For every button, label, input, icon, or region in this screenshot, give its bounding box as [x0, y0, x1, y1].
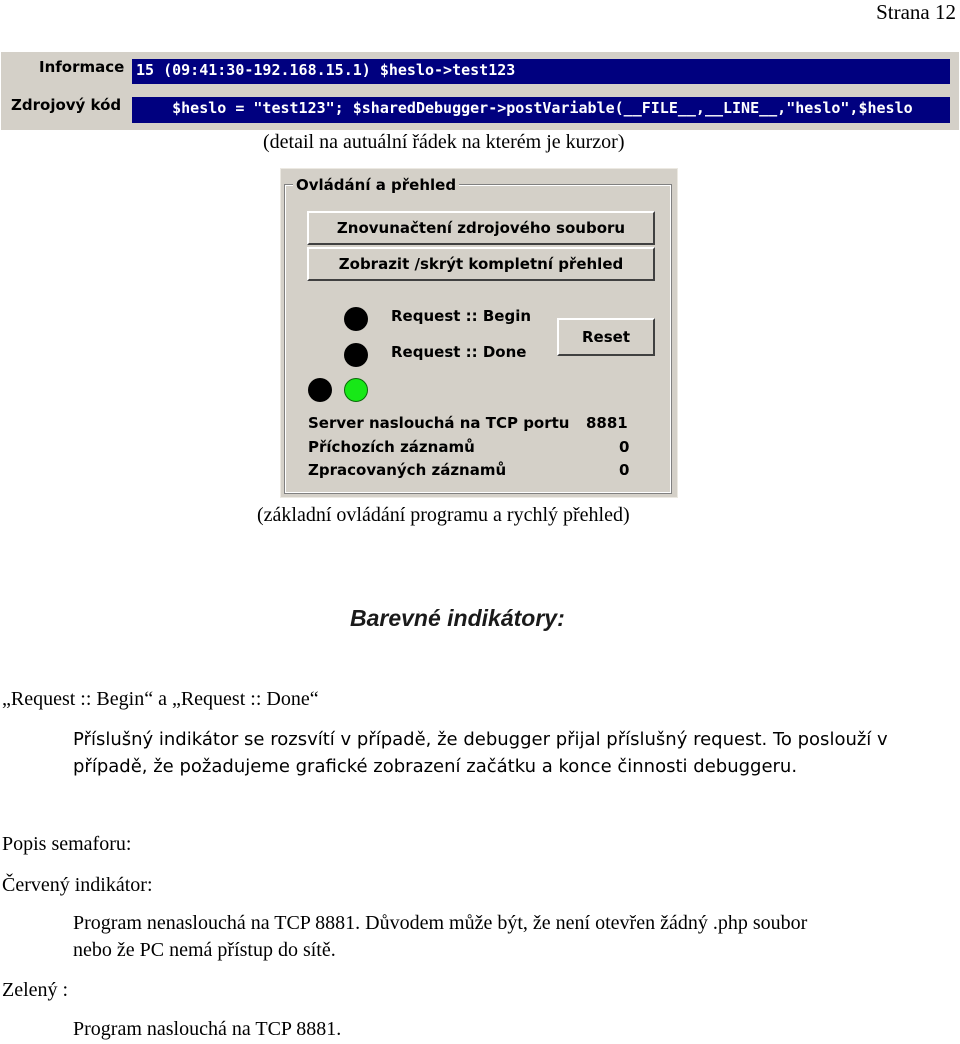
reset-button[interactable]: Reset — [557, 318, 655, 356]
red-indicator-desc-2: nebo že PC nemá přístup do sítě. — [73, 939, 336, 961]
request-done-label: Request :: Done — [391, 343, 527, 361]
stat-label-port: Server naslouchá na TCP portu — [308, 414, 570, 432]
control-panel — [280, 168, 678, 498]
request-begin-indicator — [344, 307, 368, 331]
green-indicator-desc: Program naslouchá na TCP 8881. — [73, 1018, 342, 1040]
caption-controls: (základní ovládání programu a rychlý přehled) — [257, 504, 630, 526]
description-line-1: Příslušný indikátor se rozsvítí v případě, že debugger přijal příslušný request. To poslouží v — [73, 729, 888, 750]
green-indicator-label: Zelený : — [2, 979, 69, 1001]
red-indicator-label: Červený indikátor: — [2, 874, 153, 896]
section-heading: Barevné indikátory: — [350, 605, 565, 631]
caption-detail: (detail na autuální řádek na kterém je kurzor) — [263, 131, 625, 153]
stat-label-processed: Zpracovaných záznamů — [308, 461, 507, 479]
toggle-overview-button[interactable]: Zobrazit /skrýt kompletní přehled — [307, 247, 655, 281]
stat-value-processed: 0 — [619, 461, 630, 479]
info-label: Informace — [39, 58, 125, 76]
info-field[interactable]: 15 (09:41:30-192.168.15.1) $heslo->test123 — [132, 59, 950, 84]
green-semaphore-indicator — [344, 378, 368, 402]
info-panel — [1, 52, 959, 130]
reload-source-button[interactable]: Znovunačtení zdrojového souboru — [307, 211, 655, 245]
red-indicator-desc-1: Program nenaslouchá na TCP 8881. Důvodem může být, že není otevřen žádný .php soubor — [73, 912, 808, 934]
request-begin-label: Request :: Begin — [391, 307, 532, 325]
source-field[interactable]: $heslo = "test123"; $sharedDebugger->postVariable(__FILE__,__LINE__,"heslo",$heslo — [132, 97, 950, 123]
page-number: Strana 12 — [876, 0, 956, 24]
control-legend: Ovládání a přehled — [293, 176, 459, 194]
stat-value-port: 8881 — [586, 414, 628, 432]
description-line-2: případě, že požadujeme grafické zobrazení začátku a konce činnosti debuggeru. — [73, 756, 798, 777]
semaphore-title: Popis semaforu: — [2, 833, 132, 855]
source-label: Zdrojový kód — [11, 96, 122, 114]
red-semaphore-indicator — [308, 378, 332, 402]
stat-label-incoming: Příchozích záznamů — [308, 438, 475, 456]
stat-value-incoming: 0 — [619, 438, 630, 456]
request-done-indicator — [344, 343, 368, 367]
section-subheading: „Request :: Begin“ a „Request :: Done“ — [2, 688, 319, 710]
